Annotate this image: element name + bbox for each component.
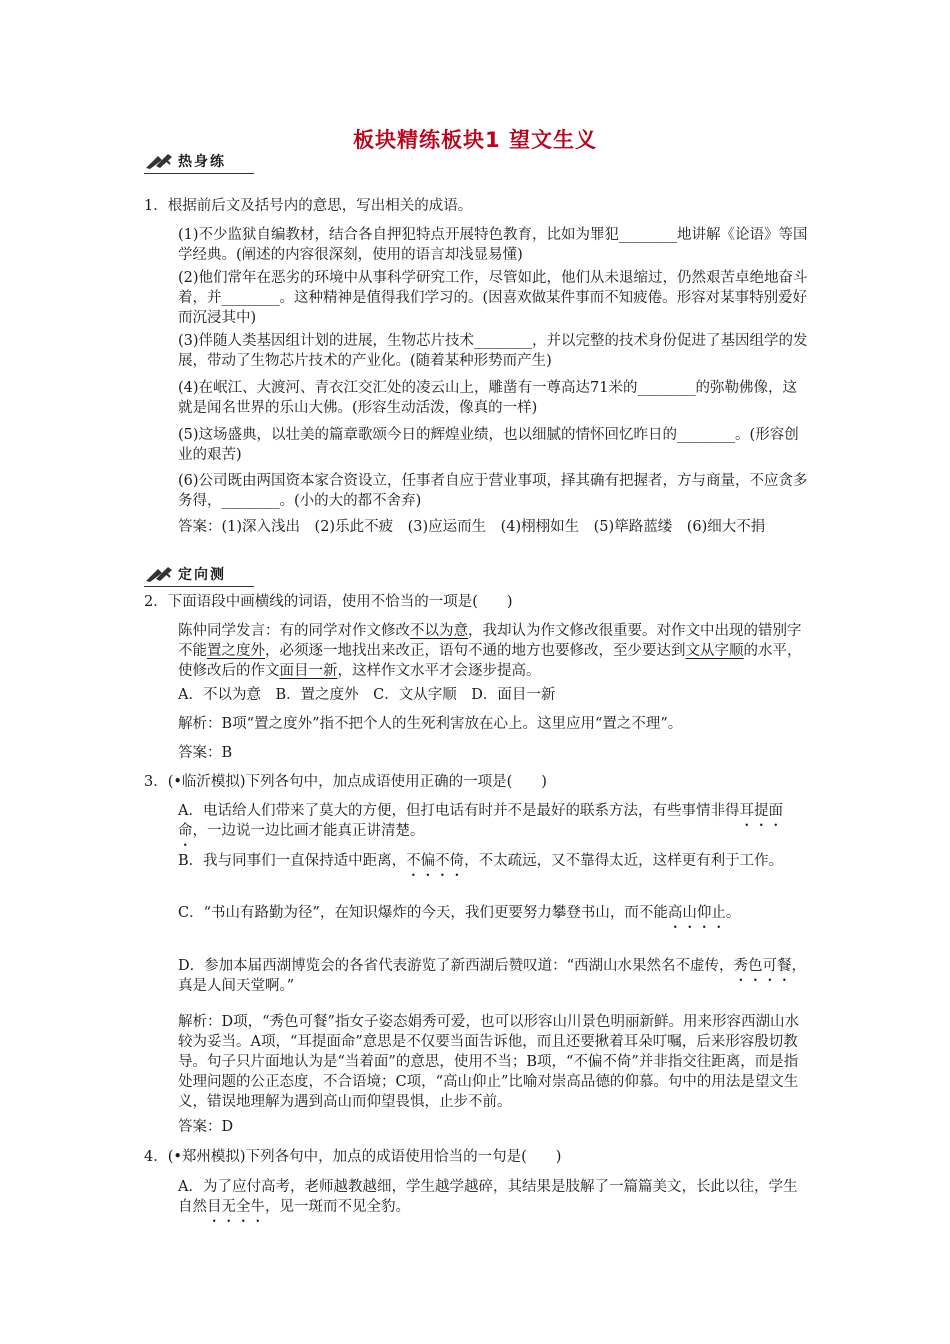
q1-answer: 答案：(1)深入浅出 (2)乐此不疲 (3)应运而生 (4)栩栩如生 (5)筚路蓝缕 (6)细大不捐	[178, 519, 766, 535]
q3-option-b: B．我与同事们一直保持适中距离，不偏不倚，不太疏远，又不靠得太近，这样更有利于工作。	[178, 853, 784, 869]
pen-icon	[144, 152, 174, 170]
q3-option-c: C．“书山有路勤为径”，在知识爆炸的今天，我们更要努力攀登书山，而不能高山仰止。	[178, 905, 741, 921]
section-title-directed: 定向测	[178, 567, 226, 583]
pen-icon	[144, 565, 174, 583]
q3-option-a: A．电话给人们带来了莫大的方便，但打电话有时并不是最好的联系方法，有些事情非得耳提面命，一边说一边比画才能真正讲清楚。	[178, 803, 783, 839]
q1-stem: 1．根据前后文及括号内的意思，写出相关的成语。	[144, 198, 473, 214]
q1-item-6: (6)公司既由两国资本家合资设立，任事者自应于营业事项，择其确有把握者，方与商量，不应贪多务得，________。(小的大的都不舍弃)	[178, 473, 808, 509]
dotted-idiom: 高山仰止	[667, 905, 726, 921]
dotted-idiom: 秀色可餐	[733, 958, 792, 974]
underlined-term: 置之度外	[207, 643, 265, 659]
underlined-term: 文从字顺	[685, 643, 744, 659]
q4-option-a: A．为了应付高考，老师越教越细，学生越学越碎，其结果是肢解了一篇篇美文，长此以往，学生自然目无全牛，见一斑而不见全豹。	[178, 1179, 798, 1215]
section-header-warmup	[144, 150, 226, 172]
q1-item-3: (3)伴随人类基因组计划的进展，生物芯片技术________，并以完整的技术身份促进了基因组学的发展，带动了生物芯片技术的产业化。(随着某种形势而产生)	[178, 333, 808, 369]
dotted-idiom: 目无全牛	[207, 1199, 265, 1215]
dotted-idiom: 不偏不倚	[406, 853, 465, 869]
q1-item-1: (1)不少监狱自编教材，结合各自押犯特点开展特色教育，比如为罪犯________地讲解《论语》等国学经典。(阐述的内容很深刻，使用的语言却浅显易懂)	[178, 227, 808, 263]
dotted-idiom: 耳提面命	[178, 803, 783, 839]
q4-stem: 4．(•郑州模拟)下列各句中，加点的成语使用恰当的一句是( )	[144, 1149, 562, 1165]
q1-item-5: (5)这场盛典，以壮美的篇章歌颂今日的辉煌业绩，也以细腻的情怀回忆昨日的________。(形容创业的艰苦)	[178, 427, 799, 463]
underlined-term: 不以为意	[410, 623, 468, 639]
q2-passage: 陈仲同学发言：有的同学对作文修改不以为意，我却认为作文修改很重要。对作文中出现的错别字不能置之度外，必须逐一地找出来改正，语句不通的地方也要修改，至少要达到文从字顺的水平，使修改后的作文面目一新，这样作文水平才会逐步提高。	[178, 623, 802, 679]
q1-item-2: (2)他们常年在恶劣的环境中从事科学研究工作，尽管如此，他们从未退缩过，仍然艰苦卓绝地奋斗着，并________。这种精神是值得我们学习的。(因喜欢做某件事而不知疲倦。形容对某事特别爱好而沉浸其中)	[178, 270, 808, 326]
q2-options: A．不以为意 B．置之度外 C．文从字顺 D．面目一新	[178, 687, 556, 703]
q1-item-4: (4)在岷江、大渡河、青衣江交汇处的凌云山上，雕凿有一尊高达71米的________的弥勒佛像，这就是闻名世界的乐山大佛。(形容生动活泼，像真的一样)	[178, 380, 797, 416]
section-divider	[144, 586, 254, 587]
q3-answer: 答案：D	[178, 1119, 234, 1135]
section-divider	[144, 173, 254, 174]
q2-analysis: 解析：B项“置之度外”指不把个人的生死利害放在心上。这里应用“置之不理”。	[178, 716, 683, 732]
page-title: 板块精练板块1 望文生义	[353, 128, 597, 152]
underlined-term: 面目一新	[279, 663, 338, 679]
q2-stem: 2．下面语段中画横线的词语，使用不恰当的一项是( )	[144, 594, 513, 610]
q3-option-d: D．参加本届西湖博览会的各省代表游览了新西湖后赞叹道：“西湖山水果然名不虚传，秀色可餐，真是人间天堂啊。”	[178, 958, 807, 994]
section-title-warmup: 热身练	[178, 154, 226, 170]
q3-stem: 3．(•临沂模拟)下列各句中，加点成语使用正确的一项是( )	[144, 774, 547, 790]
q2-answer: 答案：B	[178, 745, 233, 761]
q3-analysis: 解析：D项，“秀色可餐”指女子姿态娟秀可爱，也可以形容山川景色明丽新鲜。用来形容西湖山水较为妥当。A项，“耳提面命”意思是不仅要当面告诉他，而且还要揪着耳朵叮嘱，后来形容殷切教导。句子只片面地认为是“当着面”的意思，使用不当；B项，“不偏不倚”并非指交往距离，而是指处理问题的公正态度，不合语境；C项，“高山仰止”比喻对崇高品德的仰慕。句中的用法是望文生义，错误地理解为遇到高山而仰望畏惧，止步不前。	[178, 1014, 799, 1110]
section-header-directed	[144, 563, 226, 585]
